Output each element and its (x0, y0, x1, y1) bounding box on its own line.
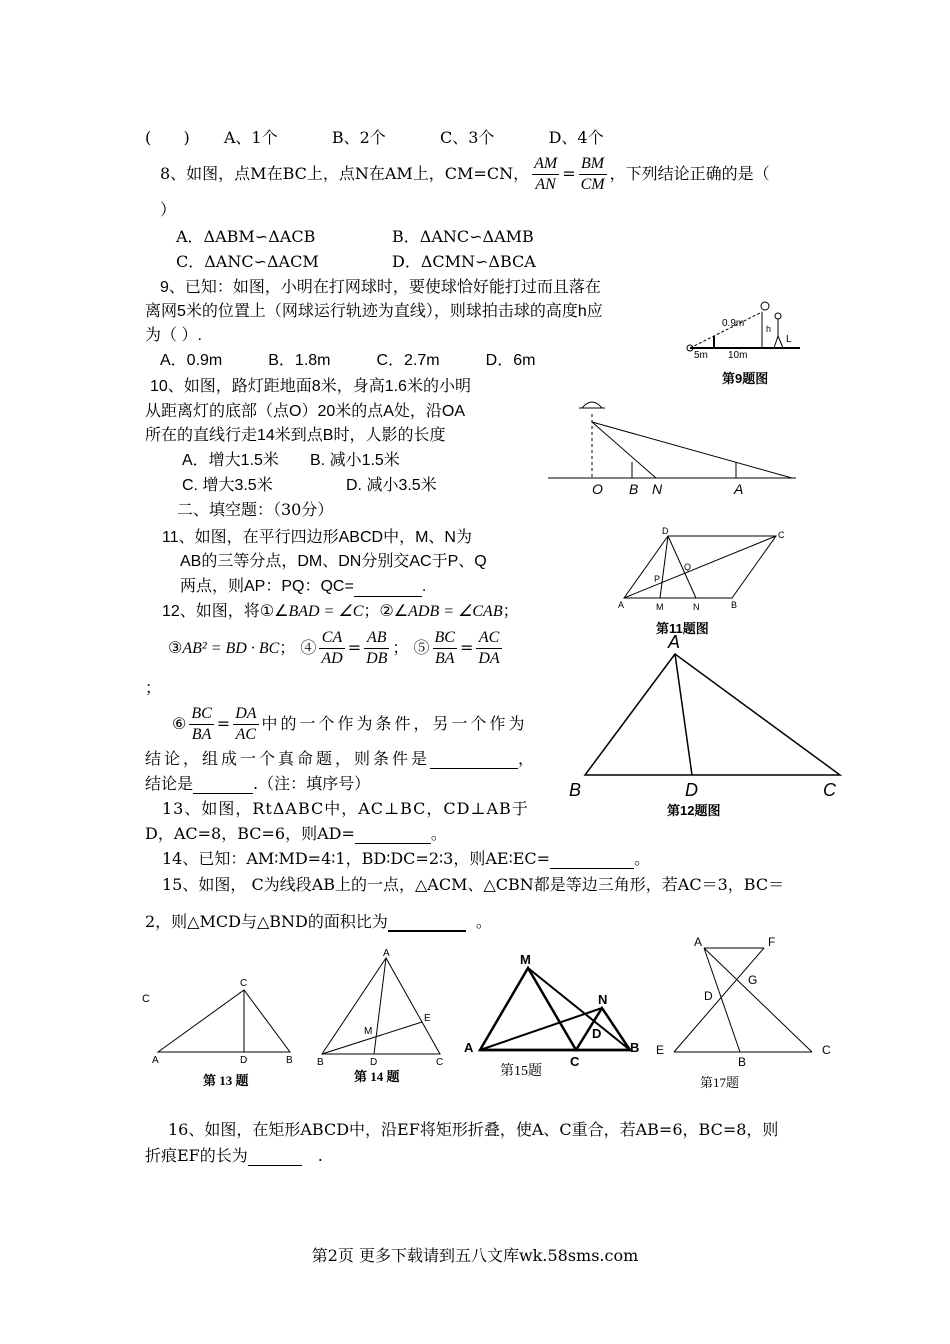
q16-line-2-text: 折痕EF的长为 (145, 1146, 248, 1165)
q13-line-1: 13、如图，RtΔABC中，AC⊥BC，CD⊥AB于 (162, 799, 529, 818)
q12-mark-3: ③ (168, 638, 183, 657)
q13-triangle (158, 990, 290, 1052)
q11-label-p: P (654, 574, 661, 584)
q14-label-b: B (317, 1057, 324, 1068)
q12-figure (565, 630, 850, 800)
q15-line-1: 15、如图， C为线段AB上的一点，△ACM、△CBN都是等边三角形，若AC＝3，BC＝ (162, 875, 785, 894)
q15-figure (458, 948, 648, 1068)
q9-option-b: B．1.8m (268, 352, 331, 369)
q12-label-d: D (685, 780, 698, 800)
q10-lamp (582, 402, 602, 408)
q12-mark-6: ⑥ (172, 714, 187, 733)
q17-label-b: B (738, 1055, 747, 1069)
q15-answer-blank[interactable] (388, 914, 466, 932)
q11-label-a: A (618, 600, 625, 610)
q9-person-leg-2 (778, 336, 783, 348)
q15-label-n: N (598, 992, 608, 1007)
q17-caption: 第17题 (700, 1075, 740, 1090)
q14-triangle (322, 958, 440, 1054)
q9-label-10m: 10m (728, 350, 748, 361)
q11-label-c: C (778, 530, 785, 540)
q12-segment-ad (675, 654, 692, 775)
q13-line-2-end: 。 (430, 824, 447, 843)
q12-line-4-text: 结论，组成一个真命题，则条件是 (145, 749, 431, 768)
q13-label-a: A (152, 1055, 159, 1066)
q10-option-c: C. 增大3.5米 (182, 477, 273, 494)
q10-option-d: D. 减小3.5米 (346, 477, 437, 494)
q12-line-3: ⑥ $\frac{BC}{BA}$ = $\frac{DA}{AC}$ 中的一个作为条件，另一个作为 (172, 705, 528, 743)
q15-line-2-end: 。 (475, 912, 492, 931)
q12-label-c: C (823, 780, 836, 800)
q17-segment-ac (704, 948, 812, 1052)
q12-part-1c: ；②∠ (363, 603, 409, 620)
q14-line-1-text: 14、已知：AM∶MD=4∶1，BD∶DC=2∶3，则AE∶EC= (162, 849, 551, 868)
q9-label-l: L (786, 334, 792, 345)
q9-label-09m: 0.9m (722, 318, 745, 329)
section-fill-in-title: 二、填空题：（30分） (177, 500, 334, 519)
q12-mark-4: ； ④ (279, 638, 317, 657)
q8-eq: = (562, 164, 576, 183)
q14-line-1-end: 。 (634, 849, 651, 868)
q17-label-f: F (768, 935, 776, 949)
q12-line-3-text: 中的一个作为条件，另一个作为 (261, 714, 528, 733)
q10-label-b: B (629, 481, 639, 497)
q16-line-1: 16、如图，在矩形ABCD中，沿EF将矩形折叠，使A、C重合，若AB=6，BC=8，则 (168, 1120, 779, 1139)
q15-line-2-text: 2，则△MCD与△BND的面积比为 (145, 912, 388, 931)
q16-line-2 (145, 1146, 323, 1166)
q13-label-d: D (240, 1055, 248, 1066)
q12-conclusion-blank[interactable] (193, 777, 253, 794)
q14-answer-blank[interactable] (550, 852, 634, 869)
q10-option-b: B. 减小1.5米 (310, 452, 400, 469)
q9-option-d: D．6m (485, 352, 536, 369)
q12-line-4-end: ， (518, 749, 535, 768)
q8-option-c: C．ΔANC∽ΔACM (176, 252, 319, 271)
q17-figure (652, 930, 842, 1069)
q7-option-b: B、2个 (331, 128, 386, 147)
q11-caption: 第11题图 (656, 621, 709, 636)
q12-caption: 第12题图 (667, 803, 721, 818)
q12-cond-3: AB² = BD · BC (182, 640, 280, 657)
q12-line-5 (145, 774, 370, 794)
q11-answer-blank[interactable] (354, 580, 422, 597)
q17-label-g: G (748, 973, 758, 987)
q13-label-c: C (240, 978, 248, 989)
q12-line-1 (162, 602, 519, 622)
q11-figure (612, 526, 792, 616)
q11-line-1: 11、如图，在平行四边形ABCD中，M、N为 (162, 529, 472, 546)
q11-label-q: Q (684, 562, 692, 572)
q9-option-c: C．2.7m (376, 352, 440, 369)
q9-racket (761, 302, 769, 310)
q17-segment-fe (674, 948, 764, 1052)
q11-line-3 (180, 577, 426, 597)
q9-person-leg-1 (774, 336, 778, 348)
q8-option-a: A．ΔABM∽ΔACB (176, 227, 316, 246)
q10-label-n: N (652, 481, 663, 497)
q8-stem-b: ，下列结论正确的是（ (609, 164, 770, 183)
q17-label-c: C (822, 1043, 831, 1057)
q10-line-1: 10、如图，路灯距地面8米，身高1.6米的小明 (150, 378, 471, 395)
q7-option-a: A、1个 (223, 128, 278, 147)
q12-cond-4-frac-1: $\frac{CA}{AD}$ (321, 629, 343, 667)
q8-option-d: D．ΔCMN∽ΔBCA (392, 252, 536, 271)
q7-option-c: C、3个 (439, 128, 495, 147)
q7-paren-close: ) (183, 128, 190, 147)
q15-triangle-acm (480, 968, 576, 1050)
q8-close: ） (160, 200, 177, 219)
q9-option-a: A．0.9m (160, 352, 223, 369)
q8-stem-a: 8、如图，点M在BC上，点N在AM上，CM=CN， (160, 164, 530, 183)
q13-line-2-text: D，AC=8，BC=6，则AD= (145, 824, 355, 843)
q13-label-b: B (286, 1055, 293, 1066)
q12-cond-4-frac-2: $\frac{AB}{DB}$ (366, 629, 388, 667)
q11-line-3-end: . (421, 578, 427, 595)
q14-label-d: D (370, 1057, 378, 1068)
q8-option-b: B．ΔANC∽ΔAMB (392, 227, 534, 246)
q15-label-a: A (464, 1040, 474, 1055)
q12-semicolon: ； (145, 678, 162, 697)
q14-line-1 (162, 849, 650, 869)
q11-line-3-text: 两点，则AP：PQ：QC= (180, 578, 354, 595)
q10-ray-b (592, 422, 656, 478)
q10-figure (548, 394, 798, 504)
q11-line-2: AB的三等分点，DM、DN分别交AC于P、Q (180, 553, 487, 570)
q7-option-d: D、4个 (548, 128, 604, 147)
q8-stem (160, 152, 770, 196)
q7-options (145, 128, 604, 148)
q12-part-1a: 12、如图，将①∠ (162, 603, 289, 620)
q12-cond-1: BAD = ∠C (288, 603, 364, 620)
q16-answer-blank[interactable] (248, 1149, 302, 1166)
q8-fraction-1: $\frac{AM}{AN}$ (534, 155, 558, 193)
q12-condition-blank[interactable] (430, 752, 518, 769)
q13-figure (140, 972, 300, 1067)
q10-ray-a (592, 422, 792, 478)
q9-line-3: 为（ ）. (145, 327, 202, 344)
q14-label-e: E (424, 1013, 431, 1024)
q12-label-b: B (569, 780, 582, 800)
q9-label-h: h (766, 324, 772, 334)
q12-line-5-end: .（注：填序号） (253, 774, 371, 793)
q11-label-b: B (731, 600, 738, 610)
page-footer: 第2页 更多下载请到五八文库wk.58sms.com (311, 1246, 639, 1265)
q10-label-a: A (734, 481, 744, 497)
q16-line-2-end: . (317, 1146, 323, 1165)
q11-label-n: N (693, 602, 700, 612)
q15-label-m: M (520, 952, 531, 967)
q9-options (160, 351, 535, 371)
q11-diagonal-ac (624, 536, 776, 598)
q12-line-4 (145, 749, 534, 769)
q12-cond-5-frac-1: $\frac{BC}{BA}$ (434, 629, 455, 667)
q11-line-dn (668, 536, 696, 598)
q15-label-c: C (570, 1054, 580, 1069)
q12-mark-5: ； ⑤ (392, 638, 430, 657)
q13-label-c-left: C (142, 993, 150, 1005)
q14-caption: 第 14 题 (354, 1069, 400, 1084)
q12-line-2: ③AB² = BD · BC； ④ $\frac{CA}{AD}$ = $\frac{AB}{DB}$ ； ⑤ $\frac{BC}{BA}$ = $\frac{AC}{DA}$ (168, 629, 500, 667)
q15-caption: 第15题 (500, 1064, 542, 1079)
q15-line-2 (145, 912, 492, 932)
q12-cond-6-frac-1: $\frac{BC}{BA}$ (191, 705, 212, 743)
q13-caption: 第 13 题 (203, 1073, 249, 1088)
q11-label-d: D (662, 526, 669, 536)
q14-label-a: A (383, 948, 390, 959)
q13-answer-blank[interactable] (355, 827, 431, 844)
q12-cond-5-frac-2: $\frac{AC}{DA}$ (478, 629, 500, 667)
q10-option-a: A．增大1.5米 (182, 452, 279, 469)
q8-fraction-2: $\frac{BM}{CM}$ (580, 155, 605, 193)
q12-cond-2: ADB = ∠CAB (408, 603, 503, 620)
q15-segment-an (480, 1008, 602, 1050)
q11-label-m: M (656, 602, 664, 612)
q15-segment-mb (528, 968, 630, 1050)
q12-line-5-text: 结论是 (145, 774, 194, 793)
q17-label-d: D (704, 989, 713, 1003)
q12-label-a: A (668, 632, 681, 652)
q15-label-d: D (592, 1026, 602, 1041)
q13-line-2 (145, 824, 447, 844)
q12-part-1e: ； (502, 603, 519, 620)
q10-label-o: O (592, 481, 603, 497)
q9-figure (680, 292, 810, 362)
q10-line-3: 所在的直线行走14米到点B时，人影的长度 (145, 427, 446, 444)
q17-label-e: E (656, 1043, 665, 1057)
q17-label-a: A (694, 935, 703, 949)
q9-person-head (775, 313, 781, 319)
q14-label-m: M (364, 1026, 373, 1037)
q14-figure (312, 944, 452, 1068)
q10-line-2: 从距离灯的底部（点O）20米的点A处，沿OA (145, 403, 466, 420)
q12-cond-6-frac-2: $\frac{DA}{AC}$ (235, 705, 257, 743)
q9-label-5m: 5m (694, 350, 708, 361)
q15-label-b: B (630, 1040, 640, 1055)
q9-caption: 第9题图 (722, 371, 769, 386)
q14-label-c: C (436, 1057, 444, 1068)
q12-triangle (585, 654, 840, 775)
q7-paren-open: ( (145, 128, 152, 147)
q9-line-2: 离网5米的位置上（网球运行轨迹为直线），则球拍击球的高度h应 (145, 303, 603, 320)
q9-line-1: 9、已知：如图，小明在打网球时，要使球恰好能打过而且落在 (160, 279, 601, 296)
